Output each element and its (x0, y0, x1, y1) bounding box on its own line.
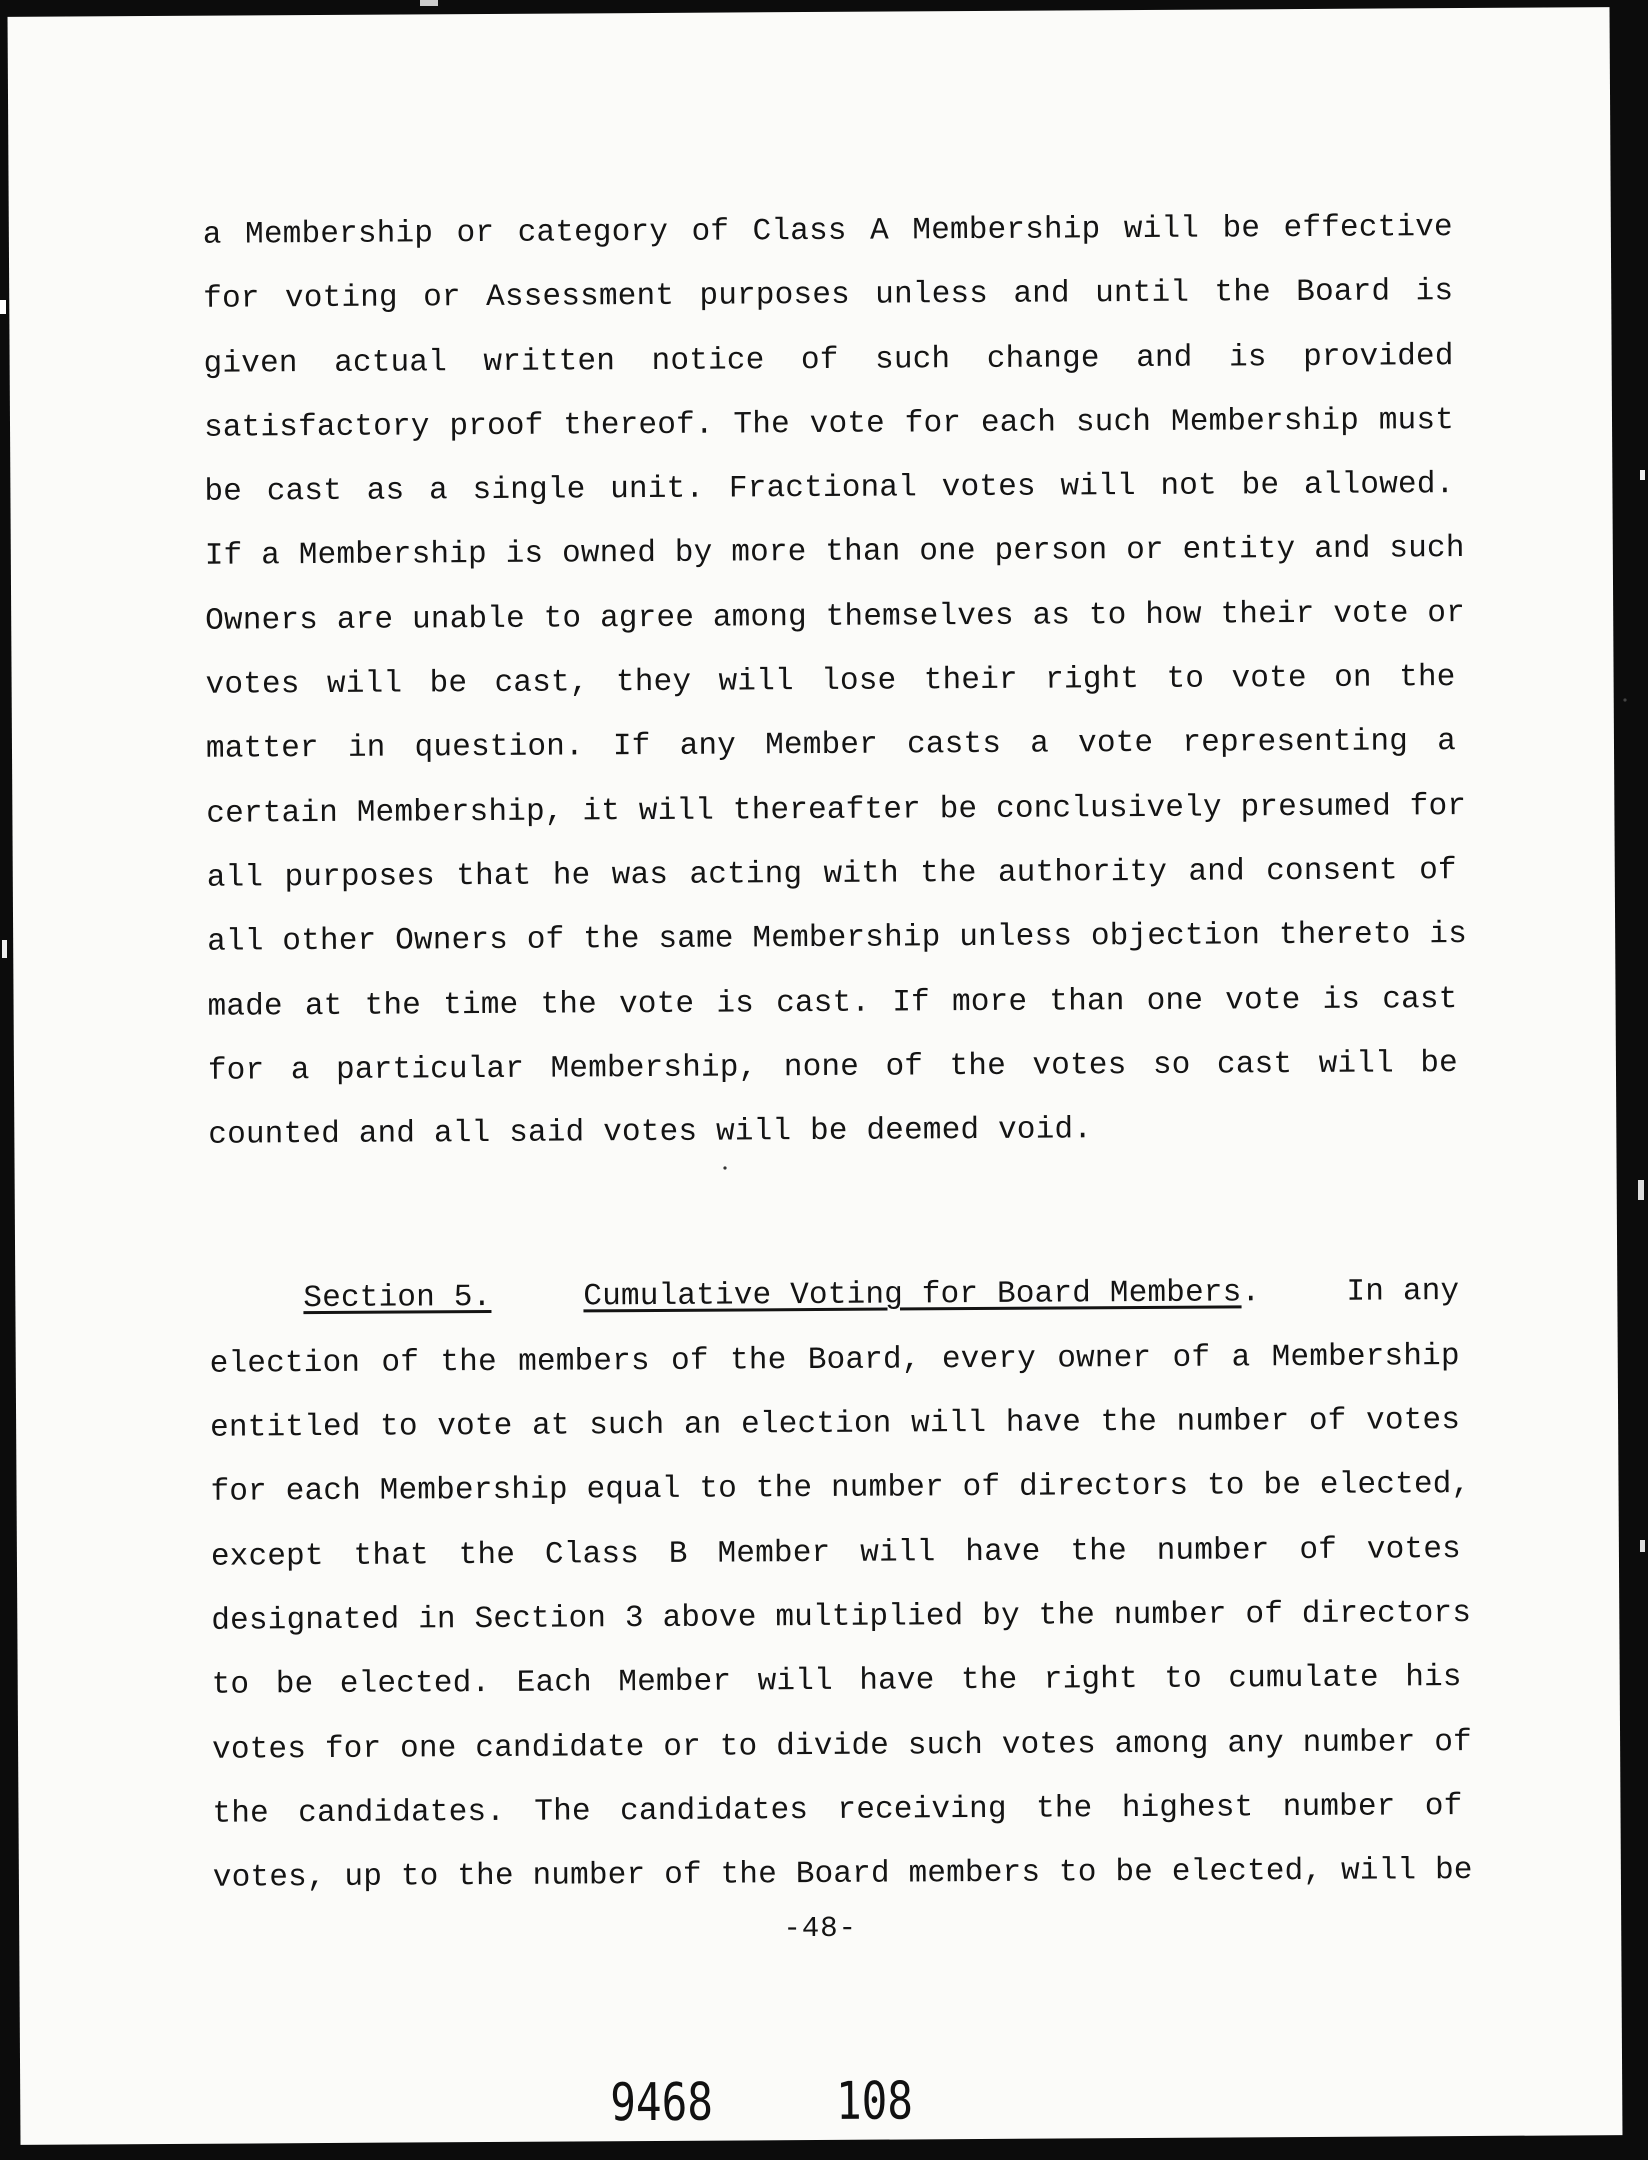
document-stamp (610, 2071, 913, 2133)
section-number: Section 5. (303, 1280, 492, 1317)
text-line: all purposes that he was acting with the authority and consent of (206, 853, 1457, 896)
text-line: certain Membership, it will thereafter be conclusively presumed for (206, 788, 1467, 832)
document-page (8, 7, 1623, 2145)
edge-speck (0, 300, 6, 314)
stamp-left-number: 9468 (610, 2072, 714, 2134)
edge-speck (2, 940, 7, 958)
edge-speck (1640, 1540, 1645, 1552)
text-line: to be elected. Each Member will have the right to cumulate his (211, 1660, 1462, 1703)
text-line: be cast as a single unit. Fractional votes will not be allowed. (204, 467, 1455, 510)
section-heading-tail: In any (1346, 1274, 1460, 1311)
stamp-right-number: 108 (835, 2071, 914, 2132)
text-line: the candidates. The candidates receiving the highest number of (212, 1788, 1463, 1832)
paper-speck (1623, 698, 1626, 701)
text-line: for a particular Membership, none of the votes so cast will be (207, 1045, 1459, 1089)
edge-speck (1638, 1180, 1644, 1200)
text-line: made at the time the vote is cast. If more than one vote is cast (207, 981, 1458, 1025)
section-5 (209, 1261, 1473, 1912)
page-number: -48- (783, 1911, 858, 1946)
section-title: Cumulative Voting for Board Members (583, 1275, 1242, 1315)
section-title-period: . (1241, 1275, 1261, 1311)
section-heading-left (303, 1262, 1260, 1332)
text-line: a Membership or category of Class A Membership will be effective (202, 210, 1453, 253)
section-heading (209, 1261, 1459, 1333)
text-line: election of the members of the Board, every owner of a Membership (209, 1338, 1460, 1382)
text-line: satisfactory proof thereof. The vote for each such Membership must (203, 402, 1455, 446)
text-line: votes, up to the number of the Board members to be elected, will be (212, 1853, 1473, 1896)
text-line: for voting or Assessment purposes unless and until the Board is (203, 274, 1454, 318)
text-line: Owners are unable to agree among themselves as to how their vote or (205, 595, 1466, 639)
text-line: given actual written notice of such change and is provided (203, 338, 1454, 382)
text-line: counted and all said votes will be deemed void. (208, 1112, 1093, 1153)
text-line: votes will be cast, they will lose their right to vote on the (205, 660, 1456, 703)
text-line: for each Membership equal to the number of directors to be elected, (210, 1467, 1471, 1511)
section-title-wrap (583, 1262, 1260, 1330)
text-line: designated in Section 3 above multiplied by the number of directors (211, 1595, 1472, 1639)
edge-speck (420, 0, 438, 6)
paragraph-gap (209, 1161, 1460, 1269)
text-line: If a Membership is owned by more than one person or entity and such (204, 531, 1465, 575)
edge-speck (1640, 470, 1645, 480)
text-line: entitled to vote at such an election will have the number of votes (210, 1403, 1461, 1446)
text-line: votes for one candidate or to divide such votes among any number of (211, 1724, 1473, 1768)
text-line: matter in question. If any Member casts a vote representing a (205, 724, 1457, 768)
document-body (202, 196, 1473, 1911)
text-line: all other Owners of the same Membership unless objection thereto is (207, 917, 1468, 960)
text-line: except that the Class B Member will have the number of votes (210, 1531, 1462, 1575)
paragraph-1 (202, 196, 1468, 1168)
